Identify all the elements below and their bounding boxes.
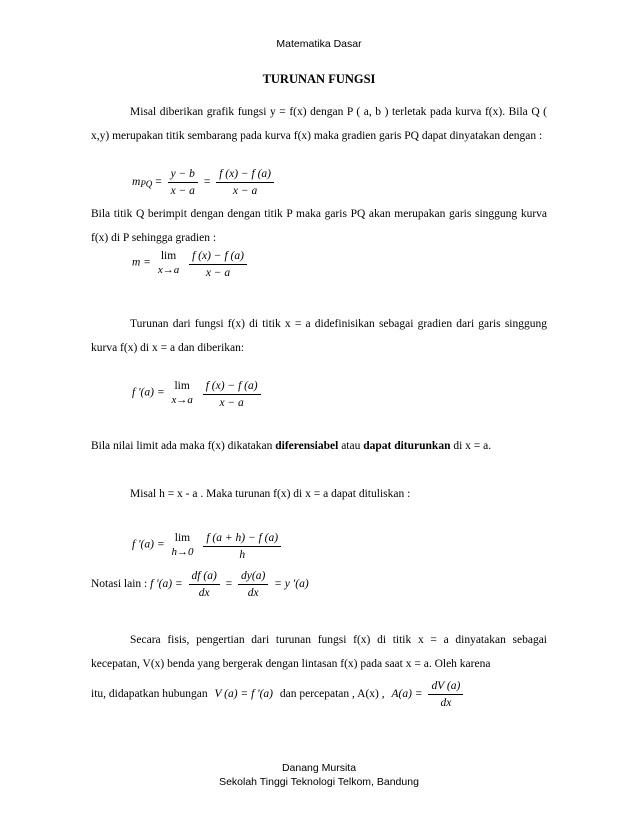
equation-alternate-notation [91,570,309,599]
eq2-fraction [189,250,247,279]
paragraph-differentiable [91,440,491,452]
eq3-lim-sub: x→a [171,394,193,406]
eq4-fraction [203,532,281,561]
eq2-numerator: f (x) − f (a) [189,250,247,265]
eq2-limit [158,250,179,276]
eq1-f2-numerator: f (x) − f (a) [216,168,274,183]
document-title: TURUNAN FUNGSI [262,72,376,86]
eq1-f2-denominator: x − a [232,185,258,197]
eq5-fraction-2 [238,570,268,599]
eq5-f1-numerator: df (a) [189,570,220,585]
footer-institution: Sekolah Tinggi Teknologi Telkom, Bandung [219,776,419,788]
eq3-limit [171,380,192,406]
para4-pre: Bila nilai limit ada maka f(x) dikatakan [91,440,276,452]
eq4-limit [171,532,193,558]
eq4-denominator: h [239,549,246,561]
paragraph-physics: Secara fisis, pengertian dari turunan fungsi f(x) di titik x = a dinyatakan sebagai kecepatan, V(x) benda yang bergerak dengan lintasan f(x) pada saat x = a. Oleh karena [91,634,547,670]
term-diferensiabel: diferensiabel [275,440,339,452]
eq5-f1-denominator: dx [198,587,210,599]
para7-fraction [428,680,463,709]
eq4-lim-text: lim [174,532,191,544]
eq4-lim-sub: h→0 [171,546,194,558]
equation-derivative-h [132,532,284,561]
eq5-label: Notasi lain : [91,578,148,591]
eq1-f1-denominator: x − a [170,185,195,197]
footer-author: Danang Mursita [281,762,357,774]
eq3-lim-text: lim [174,380,190,392]
eq1-fraction-2 [216,168,274,197]
eq3-fraction [203,380,261,409]
eq2-lhs: m = [132,256,151,269]
paragraph-definition: Turunan dari fungsi f(x) di titik x = a didefinisikan sebagai gradien dari garis singgung kurva f(x) di x = a dan diberikan: [91,318,547,354]
paragraph-velocity-acceleration [91,680,466,709]
eq2-lim-sub: x→a [157,264,180,276]
equation-derivative-definition [132,380,264,409]
eq3-lhs: f '(a) = [132,386,165,399]
eq1-fraction-1 [168,168,198,197]
eq5-equals: = [225,578,233,591]
eq5-fraction-1 [189,570,220,599]
paragraph-substitution: Misal h = x - a . Maka turunan f(x) di x = a dapat dituliskan : [130,488,411,500]
eq5-lhs: f '(a) = [150,578,183,591]
paragraph-coincide: Bila titik Q berimpit dengan dengan titik P maka garis PQ akan merupakan garis singgung kurva f(x) di P sehingga gradien : [91,208,547,244]
eq5-f2-numerator: dy(a) [238,570,268,585]
eq3-denominator: x − a [219,397,244,409]
eq1-f1-numerator: y − b [168,168,198,183]
term-dapat-diturunkan: dapat diturunkan [363,440,451,452]
para7-mid: dan percepatan , A(x) , [279,688,385,701]
eq5-rhs: = y '(a) [274,578,309,591]
eq5-f2-denominator: dx [247,587,259,599]
eq2-denominator: x − a [205,267,231,279]
paragraph-intro: Misal diberikan grafik fungsi y = f(x) dengan P ( a, b ) terletak pada kurva f(x). Bila Q ( x,y) merupakan titik sembarang pada kurva f(x) maka gradien garis PQ dapat dinyatakan dengan : [91,106,547,142]
equation-gradient-limit [132,250,250,279]
math-velocity: V (a) = f '(a) [214,688,274,701]
para4-mid: atau [338,440,364,452]
page-header: Matematika Dasar [276,38,362,50]
math-acceleration: A(a) = [391,688,423,701]
para7-numerator: dV (a) [428,680,463,695]
eq1-equals: = [155,176,162,189]
eq2-lim-text: lim [160,250,177,262]
eq1-lhs-sub: PQ [140,179,153,190]
eq4-lhs: f '(a) = [132,538,165,551]
equation-gradient-pq [132,168,277,197]
para7-pre: itu, didapatkan hubungan [91,688,208,701]
para7-denominator: dx [440,697,452,709]
eq4-numerator: f (a + h) − f (a) [203,532,281,547]
eq3-numerator: f (x) − f (a) [203,380,261,395]
para4-post: di x = a. [450,440,492,452]
eq1-equals-2: = [203,176,211,189]
eq1-lhs: m [132,176,141,189]
